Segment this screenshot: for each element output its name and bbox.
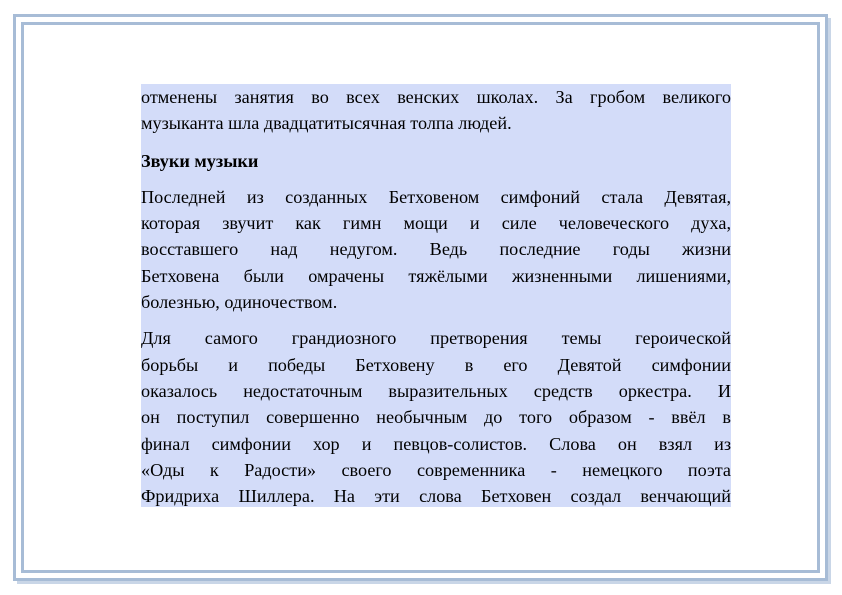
paragraph-line: музыканта шла двадцатитысячная толпа людей. — [141, 113, 512, 134]
paragraph-line: Для самого грандиозного претворения темы героической — [141, 328, 731, 349]
paragraph-line: «Оды к Радости» своего современника - немецкого поэта — [141, 459, 731, 480]
paragraph-line: Последней из созданных Бетховеном симфоний стала Девятая, — [141, 186, 731, 207]
text-content-block — [141, 84, 731, 507]
paragraph-line: оказалось недостаточным выразительных средств оркестра. И — [141, 380, 731, 401]
paragraph-choir — [141, 325, 731, 507]
paragraph-line: отменены занятия во всех венских школах. За гробом великого — [141, 87, 731, 107]
paragraph-funeral — [141, 84, 731, 137]
frame-shadow-right — [828, 18, 831, 584]
paragraph-line: болезнью, одиночеством. — [141, 292, 338, 313]
paragraph-line: Бетховена были омрачены тяжёлыми жизненными лишениями, — [141, 265, 731, 286]
paragraph-line: он поступил совершенно необычным до того образом - ввёл в — [141, 407, 731, 428]
paragraph-line: финал симфонии хор и певцов-солистов. Слова он взял из — [141, 433, 731, 454]
paragraph-line: Фридриха Шиллера. На эти слова Бетховен создал венчающий — [141, 486, 731, 507]
paragraph-ninth-symphony — [141, 184, 731, 315]
paragraph-line: которая звучит как гимн мощи и силе человеческого духа, — [141, 213, 731, 234]
paragraph-line: борьбы и победы Бетховену в его Девятой симфонии — [141, 354, 731, 375]
section-heading: Звуки музыки — [141, 150, 259, 171]
frame-shadow-bottom — [17, 581, 831, 584]
paragraph-line: восставшего над недугом. Ведь последние годы жизни — [141, 239, 731, 260]
